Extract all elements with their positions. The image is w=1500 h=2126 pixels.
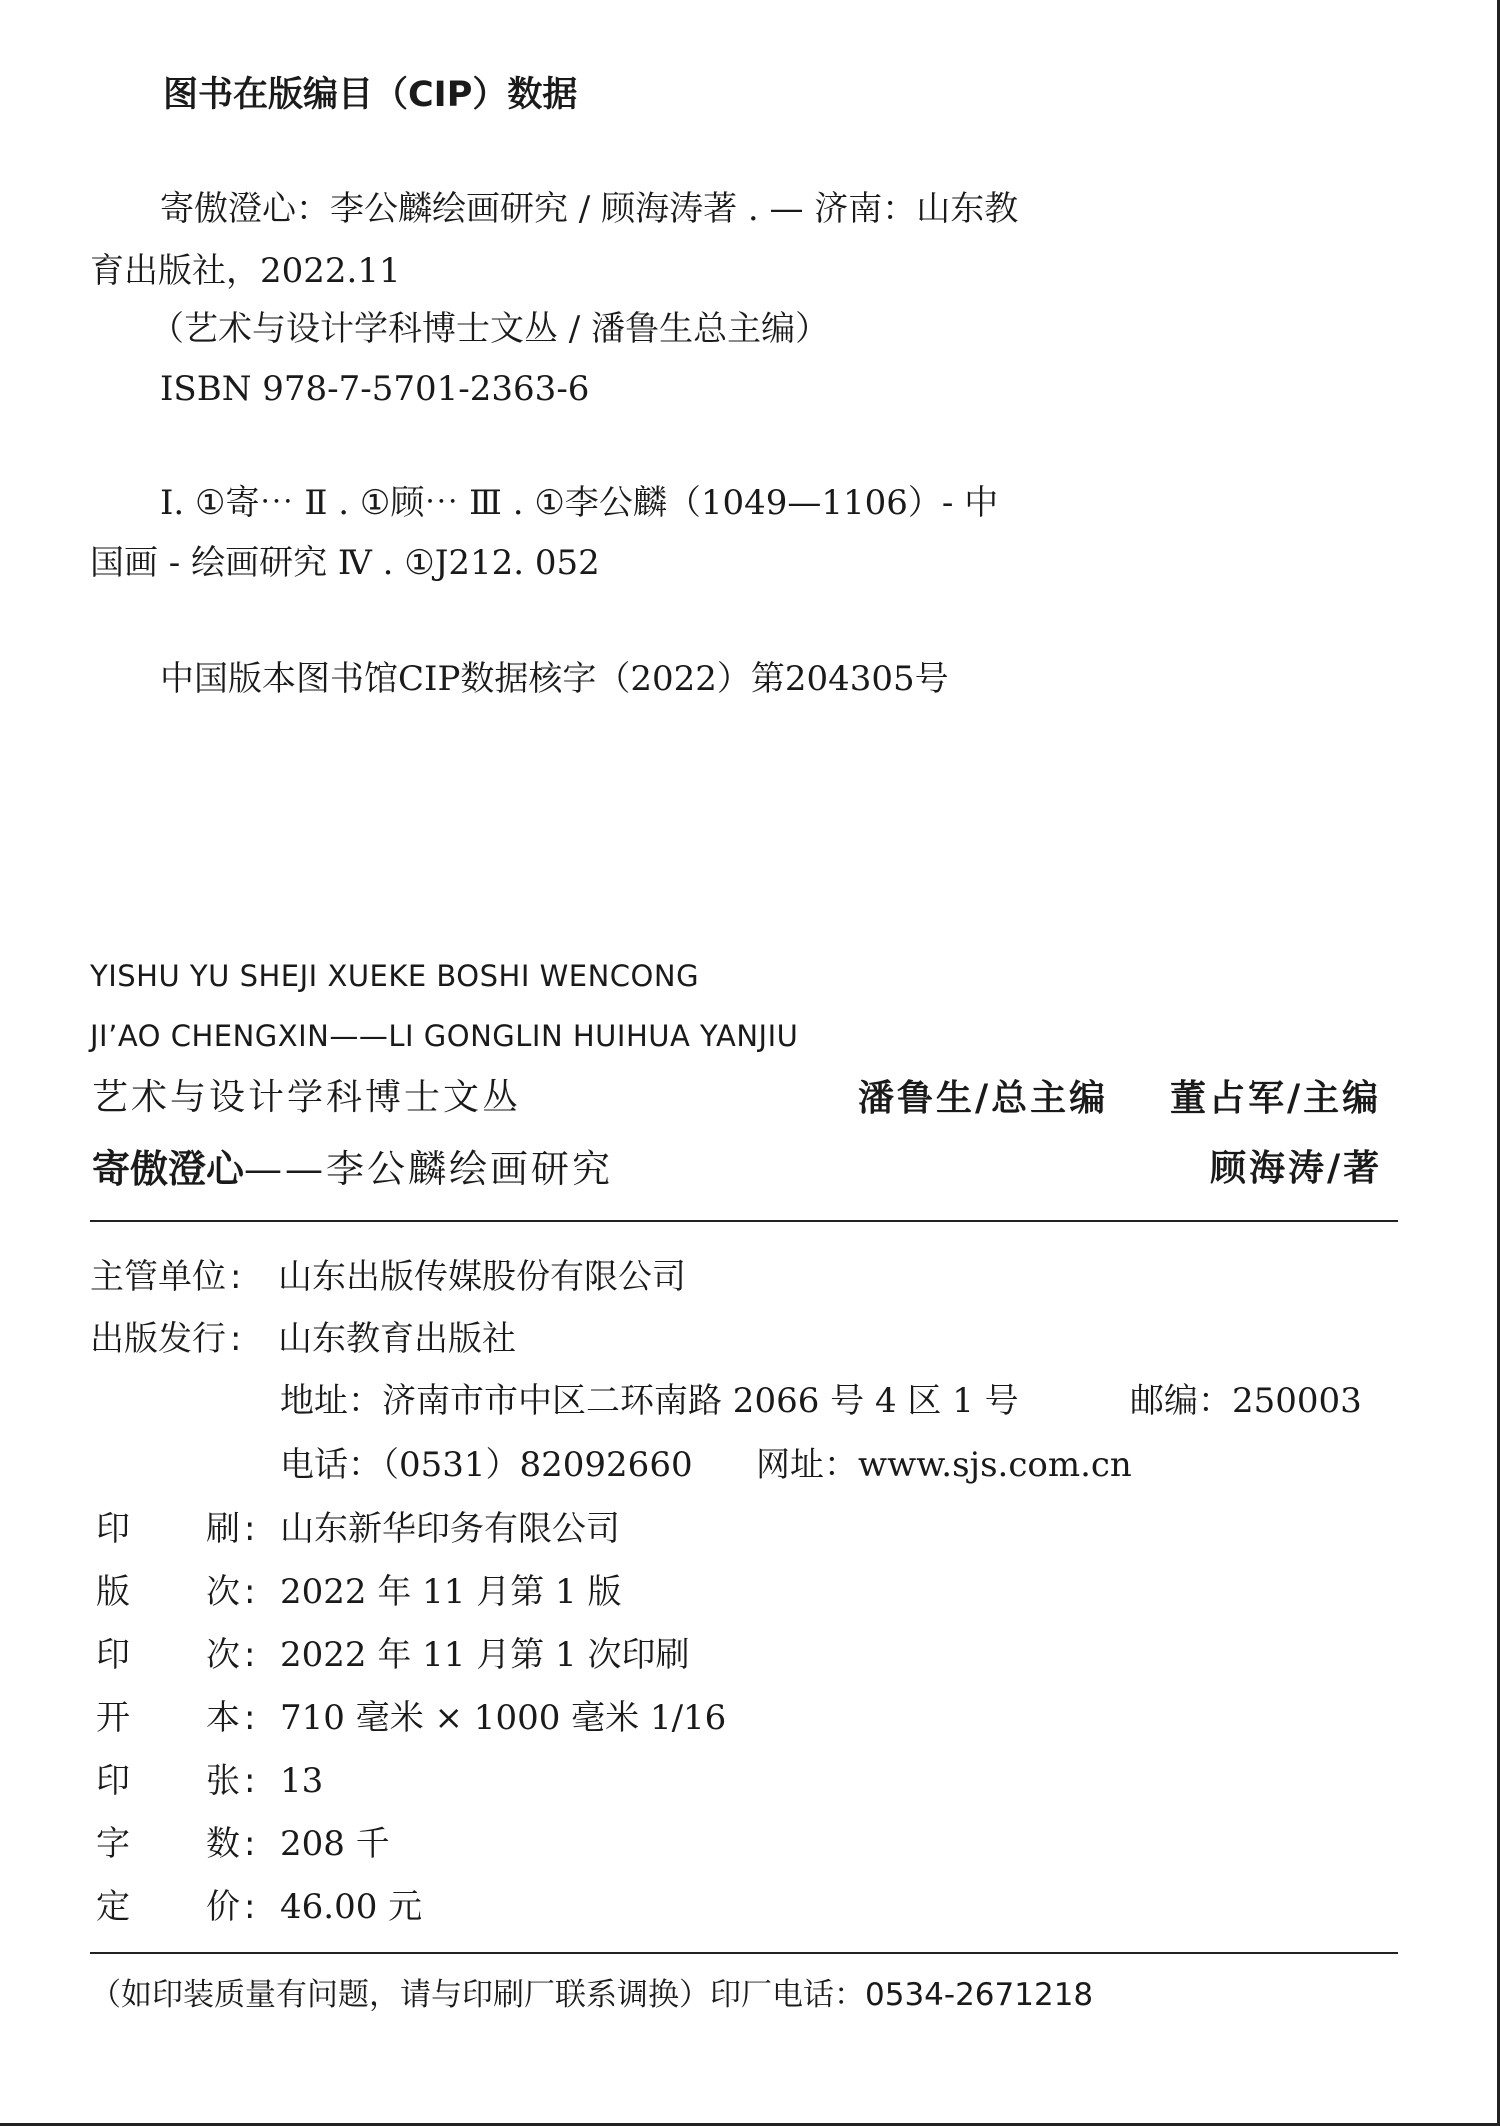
spec-label-char-2: 价: [206, 1887, 240, 1927]
cip-classification-1: Ⅰ. ①寄⋯ Ⅱ . ①顾⋯ Ⅲ . ①李公麟（1049—1106）- 中: [160, 483, 999, 523]
publisher-postcode: 邮编：250003: [1130, 1381, 1362, 1421]
publisher-address: 地址：济南市市中区二环南路 2066 号 4 区 1 号: [280, 1381, 1019, 1421]
cip-record-number: 中国版本图书馆CIP数据核字（2022）第204305号: [160, 659, 949, 699]
label-colon: :: [230, 1257, 242, 1297]
spec-label-char-2: 次: [206, 1572, 240, 1612]
series-pinyin: YISHU YU SHEJI XUEKE BOSHI WENCONG: [90, 959, 700, 993]
cip-classification-2: 国画 - 绘画研究 Ⅳ . ①J212. 052: [90, 543, 600, 583]
publisher-phone: 电话：（0531）82092660: [280, 1445, 693, 1485]
book-title: [92, 1146, 614, 1191]
spec-label-char-2: 数: [206, 1824, 240, 1864]
spec-label-char-1: 开: [96, 1698, 130, 1738]
spec-label-char-1: 字: [96, 1824, 130, 1864]
cip-line-3: （艺术与设计学科博士文丛 / 潘鲁生总主编）: [150, 309, 830, 349]
book-title-main: 寄傲澄心: [92, 1146, 245, 1191]
spec-label-char-1: 印: [96, 1635, 130, 1675]
label-colon: :: [244, 1761, 256, 1801]
spec-value: 山东新华印务有限公司: [280, 1509, 620, 1549]
cip-isbn: ISBN 978-7-5701-2363-6: [160, 369, 590, 409]
supervisor-label: 主管单位: [90, 1257, 226, 1297]
label-colon: :: [244, 1635, 256, 1675]
spec-value: 13: [280, 1761, 324, 1801]
book-title-subtitle: ——李公麟绘画研究: [244, 1147, 614, 1191]
footer-note: （如印装质量有问题，请与印刷厂联系调换）印厂电话：0534-2671218: [90, 1977, 1094, 2013]
supervisor-value: 山东出版传媒股份有限公司: [278, 1257, 686, 1297]
spec-value: 46.00 元: [280, 1887, 423, 1927]
spec-label-char-1: 印: [96, 1761, 130, 1801]
label-colon: :: [230, 1319, 242, 1359]
label-colon: :: [244, 1698, 256, 1738]
spec-label-char-1: 版: [96, 1572, 130, 1612]
label-colon: :: [244, 1887, 256, 1927]
spec-value: 710 毫米 × 1000 毫米 1/16: [280, 1698, 727, 1738]
spec-label-char-1: 定: [96, 1887, 130, 1927]
divider-top: [90, 1220, 1398, 1222]
cip-line-2: 育出版社，2022.11: [90, 251, 401, 291]
spec-label-char-2: 本: [206, 1698, 240, 1738]
publisher-label: 出版发行: [90, 1319, 226, 1359]
series-editor: 潘鲁生/总主编: [858, 1077, 1109, 1119]
spec-label-char-2: 刷: [206, 1509, 240, 1549]
label-colon: :: [244, 1509, 256, 1549]
cip-line-1: 寄傲澄心：李公麟绘画研究 / 顾海涛著 . — 济南：山东教: [160, 189, 1019, 229]
spec-label-char-2: 张: [206, 1761, 240, 1801]
title-pinyin: JI’AO CHENGXIN——LI GONGLIN HUIHUA YANJIU: [90, 1019, 799, 1053]
publisher-value: 山东教育出版社: [278, 1319, 516, 1359]
spec-label-char-2: 次: [206, 1635, 240, 1675]
spec-value: 2022 年 11 月第 1 版: [280, 1572, 622, 1612]
series-name: 艺术与设计学科博士文丛: [92, 1077, 522, 1118]
author-credit: 顾海涛/著: [1210, 1147, 1383, 1189]
divider-bottom: [90, 1952, 1398, 1954]
label-colon: :: [244, 1824, 256, 1864]
chief-editor: 董占军/主编: [1170, 1077, 1382, 1119]
spec-label-char-1: 印: [96, 1509, 130, 1549]
publisher-website: 网址：www.sjs.com.cn: [756, 1445, 1132, 1485]
cip-heading: 图书在版编目（CIP）数据: [163, 75, 578, 115]
label-colon: :: [244, 1572, 256, 1612]
spec-value: 2022 年 11 月第 1 次印刷: [280, 1635, 690, 1675]
spec-value: 208 千: [280, 1824, 390, 1864]
